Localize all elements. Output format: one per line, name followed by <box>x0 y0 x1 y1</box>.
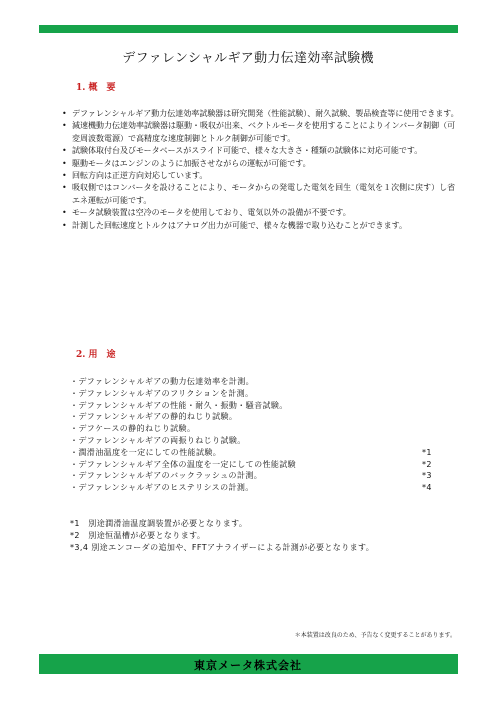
disclaimer: ＊本装置は改良のため、予告なく変更することがあります。 <box>294 632 456 639</box>
overview-item: • モータ試験装置は空冷のモータを使用しており、電気以外の設備が不要です。 <box>62 207 462 219</box>
use-item <box>70 459 440 471</box>
footnote: *3,4 別途エンコーダの追加や、FFTアナライザーによる計測が必要となります。 <box>70 542 375 552</box>
uses-list <box>70 376 440 494</box>
use-text: ・デファレンシャルギア全体の温度を一定にしての性能試験 <box>70 459 297 469</box>
use-mark: *3 <box>422 471 432 481</box>
use-mark: *2 <box>422 459 432 469</box>
uses-heading: 2. 用 途 <box>76 350 116 360</box>
overview-heading: 1. 概 要 <box>76 83 116 93</box>
overview-item: • デファレンシャルギア動力伝達効率試験器は研究開発（性能試験）、耐久試験、製品検査等に使用できます。 <box>62 108 462 120</box>
company-name: 東京メータ株式会社 <box>194 659 302 672</box>
use-mark: *1 <box>422 447 432 457</box>
use-item <box>70 470 440 482</box>
page-title: デファレンシャルギア動力伝達効率試験機 <box>122 51 374 66</box>
use-text: ・デファレンシャルギアのフリクションを計測。 <box>70 388 254 398</box>
use-item <box>70 423 440 435</box>
use-text: ・デファレンシャルギアのヒステリシスの計測。 <box>70 483 254 493</box>
footnotes <box>70 518 470 553</box>
footnote: *2 別途恒温槽が必要となります。 <box>70 530 206 540</box>
use-text: ・デファレンシャルギアの動力伝達効率を計測。 <box>70 377 255 386</box>
use-text: ・デファレンシャルギアのバックラッシュの計測。 <box>70 471 263 481</box>
use-mark: *4 <box>422 483 432 493</box>
use-item <box>70 482 440 494</box>
overview-item: • 駆動モータはエンジンのように加振させながらの運転が可能です。 <box>62 158 462 170</box>
use-text: ・デファレンシャルギアの性能・耐久・振動・騒音試験。 <box>70 400 288 410</box>
top-accent-bar <box>39 25 458 33</box>
use-item <box>70 376 440 388</box>
overview-item: • 回転方向は正逆方向対応しています。 <box>62 170 462 182</box>
use-item <box>70 400 440 412</box>
use-item <box>70 435 440 447</box>
overview-item: • 吸収側ではコンバータを設けることにより、モータからの発電した電気を回生（電気を１次側に戻す）し省エネ運転が可能です。 <box>62 182 462 207</box>
overview-item: • 試験体取付台及びモータベースがスライド可能で、様々な大きさ・種類の試験体に対応可能です。 <box>62 145 462 157</box>
use-text: ・デファレンシャルギアの両振りねじり試験。 <box>70 435 246 445</box>
overview-item: • 計測した回転速度とトルクはアナログ出力が可能で、様々な機器で取り込むことができます。 <box>62 220 462 232</box>
overview-item: • 減速機動力伝達効率試験器は駆動・吸収が出来、ベクトルモータを使用することによりインバータ制御（可変周波数電源）で高精度な速度制御とトルク制御が可能です。 <box>62 120 462 145</box>
overview-list <box>62 108 462 232</box>
use-text: ・潤滑油温度を一定にしての性能試験。 <box>70 447 222 457</box>
use-item <box>70 411 440 423</box>
use-text: ・デフケースの静的ねじり試験。 <box>70 424 196 434</box>
use-item <box>70 447 440 459</box>
footnote: *1 別途潤滑油温度調装置が必要となります。 <box>70 519 248 528</box>
use-text: ・デファレンシャルギアの静的ねじり試験。 <box>70 412 238 422</box>
use-item <box>70 388 440 400</box>
